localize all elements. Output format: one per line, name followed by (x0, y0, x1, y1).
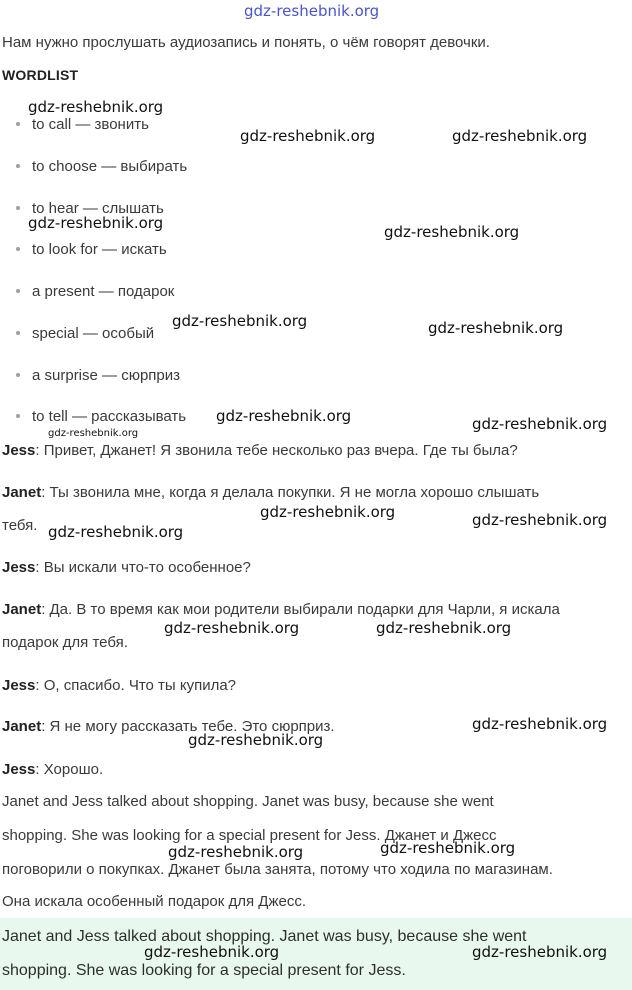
wordlist-item: a surprise — сюрприз (16, 367, 180, 385)
wordlist-item: to choose — выбирать (16, 158, 187, 176)
speaker-name: Jess (2, 559, 36, 576)
bullet-icon (16, 122, 20, 126)
watermark: gdz-reshebnik.org (260, 503, 396, 521)
watermark: gdz-reshebnik.org (428, 319, 564, 337)
summary-line: shopping. She was looking for a special present for Jess. Джанет и Джесс (2, 827, 497, 844)
speaker-name: Jess (2, 677, 36, 694)
watermark: gdz-reshebnik.org (240, 127, 376, 145)
bullet-icon (16, 331, 20, 335)
watermark: gdz-reshebnik.org (48, 523, 184, 541)
watermark: gdz-reshebnik.org (144, 943, 280, 961)
wordlist-item: to tell — рассказывать (16, 408, 186, 426)
answer-line: shopping. She was looking for a special present for Jess. (2, 962, 406, 979)
watermark: gdz-reshebnik.org (28, 214, 164, 232)
speaker-name: Janet (2, 718, 42, 735)
answer-line: Janet and Jess talked about shopping. Janet was busy, because she went (2, 928, 527, 945)
summary-line: Она искала особенный подарок для Джесс. (2, 893, 306, 910)
dialogue-line: Janet: Ты звонила мне, когда я делала покупки. Я не могла хорошо слышать (2, 484, 540, 501)
intro-text: Нам нужно прослушать аудиозапись и понять, о чём говорят девочки. (2, 34, 490, 51)
watermark: gdz-reshebnik.org (384, 223, 520, 241)
watermark: gdz-reshebnik.org (472, 715, 608, 733)
wordlist-item: to call — звонить (16, 116, 149, 134)
dialogue-line: Jess: О, спасибо. Что ты купила? (2, 677, 237, 694)
watermark: gdz-reshebnik.org (48, 428, 139, 439)
speaker-name: Janet (2, 484, 42, 501)
dialogue-line: Jess: Хорошо. (2, 761, 104, 778)
watermark: gdz-reshebnik.org (452, 127, 588, 145)
top-watermark: gdz-reshebnik.org (244, 2, 380, 20)
bullet-icon (16, 373, 20, 377)
summary-line: Janet and Jess talked about shopping. Janet was busy, because she went (2, 793, 494, 810)
watermark: gdz-reshebnik.org (164, 619, 300, 637)
bullet-icon (16, 206, 20, 210)
summary-line: поговорили о покупках. Джанет была занята, потому что ходила по магазинам. (2, 861, 553, 878)
watermark: gdz-reshebnik.org (472, 511, 608, 529)
dialogue-line: Janet: Да. В то время как мои родители выбирали подарки для Чарли, я искала (2, 601, 560, 618)
bullet-icon (16, 164, 20, 168)
wordlist-item: to hear — слышать (16, 200, 164, 218)
speaker-name: Jess (2, 442, 36, 459)
dialogue-line: Jess: Вы искали что-то особенное? (2, 559, 251, 576)
watermark: gdz-reshebnik.org (380, 839, 516, 857)
watermark: gdz-reshebnik.org (472, 415, 608, 433)
wordlist-item: a present — подарок (16, 283, 174, 301)
dialogue-line-cont: тебя. (2, 517, 38, 534)
dialogue-line-cont: подарок для тебя. (2, 634, 128, 651)
speaker-name: Janet (2, 601, 42, 618)
bullet-icon (16, 289, 20, 293)
watermark: gdz-reshebnik.org (216, 407, 352, 425)
dialogue-line: Janet: Я не могу рассказать тебе. Это сюрприз. (2, 718, 335, 735)
speaker-name: Jess (2, 761, 36, 778)
wordlist-item: special — особый (16, 325, 154, 343)
wordlist-heading: WORDLIST (2, 67, 79, 83)
watermark: gdz-reshebnik.org (376, 619, 512, 637)
bullet-icon (16, 414, 20, 418)
dialogue-line: Jess: Привет, Джанет! Я звонила тебе несколько раз вчера. Где ты была? (2, 442, 518, 459)
wordlist-item: to look for — искать (16, 241, 167, 259)
watermark: gdz-reshebnik.org (472, 943, 608, 961)
bullet-icon (16, 247, 20, 251)
watermark: gdz-reshebnik.org (188, 731, 324, 749)
watermark: gdz-reshebnik.org (28, 98, 164, 116)
watermark: gdz-reshebnik.org (172, 312, 308, 330)
watermark: gdz-reshebnik.org (168, 843, 304, 861)
